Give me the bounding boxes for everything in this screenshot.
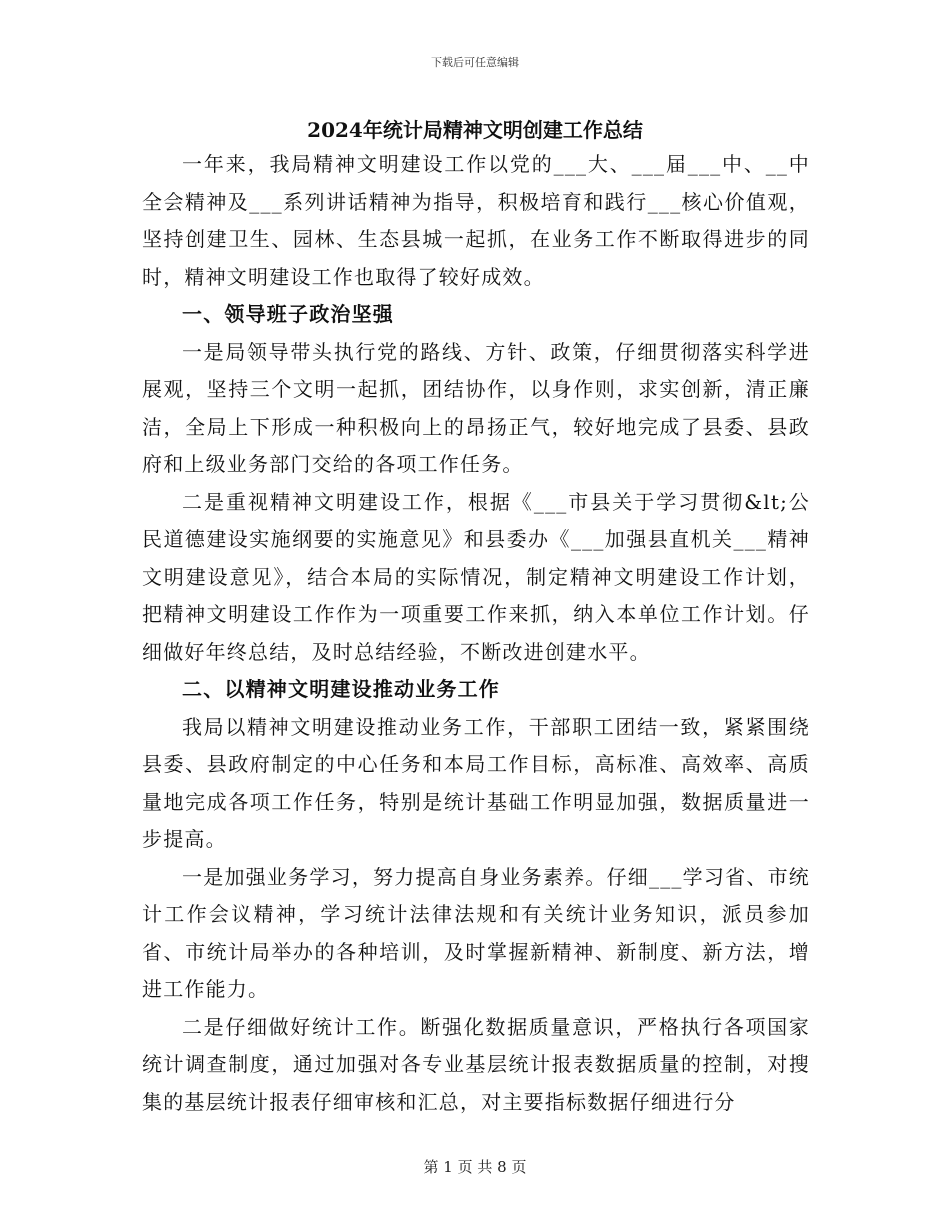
document-body — [142, 146, 810, 1121]
paragraph-leadership-1: 一是局领导带头执行党的路线、方针、政策，仔细贯彻落实科学进展观，坚持三个文明一起抓，团结协作，以身作则，求实创新，清正廉洁，全局上下形成一种积极向上的昂扬正气，较好地完成了县委、县政府和上级业务部门交给的各项工作任务。 — [142, 339, 810, 476]
paragraph-intro: 一年来，我局精神文明建设工作以党的___大、___届___中、__中全会精神及___系列讲话精神为指导，积极培育和践行___核心价值观，坚持创建卫生、园林、生态县城一起抓，在业务工作不断取得进步的同时，精神文明建设工作也取得了较好成效。 — [142, 152, 810, 289]
paragraph-business-1: 一是加强业务学习，努力提高自身业务素养。仔细___学习省、市统计工作会议精神，学习统计法律法规和有关统计业务知识，派员参加省、市统计局举办的各种培训，及时掌握新精神、新制度、新方法，增进工作能力。 — [142, 864, 810, 1001]
section-heading-1: 一、领导班子政治坚强 — [182, 302, 394, 326]
page-title: 2024年统计局精神文明创建工作总结 — [307, 118, 643, 142]
page-number: 第 1 页 共 8 页 — [423, 1158, 527, 1176]
paragraph-business-intro: 我局以精神文明建设推动业务工作，干部职工团结一致，紧紧围绕县委、县政府制定的中心任务和本局工作目标，高标准、高效率、高质量地完成各项工作任务，特别是统计基础工作明显加强，数据质量进一步提高。 — [142, 714, 810, 851]
section-heading-2: 二、以精神文明建设推动业务工作 — [182, 677, 500, 701]
header-note: 下载后可任意编辑 — [431, 56, 519, 69]
paragraph-business-2: 二是仔细做好统计工作。断强化数据质量意识，严格执行各项国家统计调查制度，通过加强对各专业基层统计报表数据质量的控制，对搜集的基层统计报表仔细审核和汇总，对主要指标数据仔细进行分 — [142, 1014, 810, 1114]
paragraph-leadership-2: 二是重视精神文明建设工作，根据《___市县关于学习贯彻&lt;公民道德建设实施纲要的实施意见》和县委办《___加强县直机关___精神文明建设意见》，结合本局的实际情况，制定精神文明建设工作计划，把精神文明建设工作作为一项重要工作来抓，纳入本单位工作计划。仔细做好年终总结，及时总结经验，不断改进创建水平。 — [142, 489, 810, 664]
